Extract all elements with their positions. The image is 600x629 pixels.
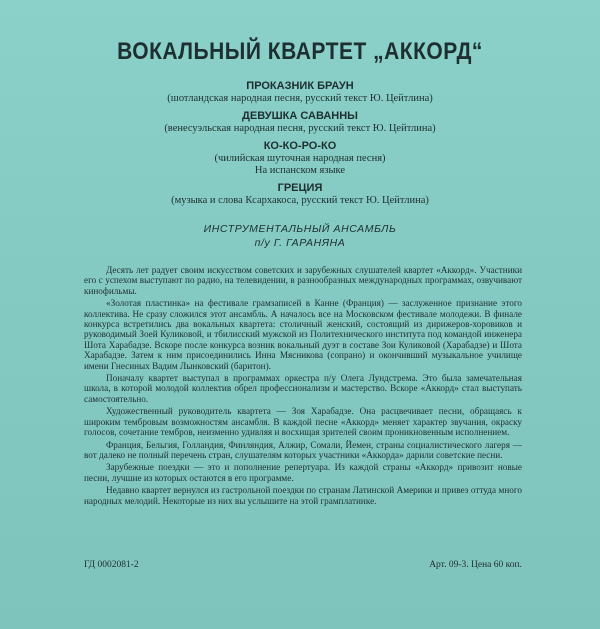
liner-paragraph: Десять лет радует своим искусством советских и зарубежных слушателей квартет «Аккорд». Участники его с успехом выступают по радио, на телевидении, в разнообразных международных программах, озвучивают кинофильмы. xyxy=(84,265,522,296)
track-item xyxy=(0,140,600,177)
price-label: Арт. 09-3. Цена 60 коп. xyxy=(429,560,522,570)
track-note: (шотландская народная песня, русский текст Ю. Цейтлина) xyxy=(167,93,433,104)
liner-paragraph: Художественный руководитель квартета — Зоя Харабадзе. Она расцвечивает песни, обращаясь к широким тембровым возможностям ансамбля. В каждой песне «Аккорд» меняет характер звучания, окраску голосов, сочетание тембров, неизменно удивляя и восхищая зрителей своим проникновенным исполнением. xyxy=(84,406,522,438)
track-item xyxy=(0,182,600,207)
catalog-number: ГД 0002081-2 xyxy=(84,560,139,570)
liner-paragraph: Недавно квартет вернулся из гастрольной поездки по странам Латинской Америки и привез оттуда много народных мелодий. Некоторые из них вы услышите на этой грамплатинке. xyxy=(84,485,522,506)
footer xyxy=(84,560,522,570)
track-title: ДЕВУШКА САВАННЫ xyxy=(242,110,358,122)
track-item xyxy=(0,110,600,135)
liner-paragraph: Франция, Бельгия, Голландия, Финляндия, Алжир, Сомали, Йемен, страны социалистического лагеря — вот далеко не полный перечень стран, слушателям которых участники «Аккорда» дарили советские песни. xyxy=(84,439,522,460)
track-item xyxy=(0,80,600,105)
liner-paragraph: Поначалу квартет выступал в программах оркестра п/у Олега Лундстрема. Это была замечательная школа, в которой молодой коллектив обрел профессионализм и мастерство. Вскоре «Аккорд» стал выступать самостоятельно. xyxy=(84,373,522,404)
track-list xyxy=(0,80,600,212)
track-language-note: На испанском языке xyxy=(254,165,346,176)
track-note: (музыка и слова Ксархакоса, русский текст Ю. Цейтлина) xyxy=(171,195,429,206)
ensemble-credit xyxy=(0,222,600,250)
liner-notes xyxy=(84,265,522,508)
track-title: КО-КО-РО-КО xyxy=(263,140,337,152)
track-title: ГРЕЦИЯ xyxy=(277,182,323,194)
liner-paragraph: Зарубежные поездки — это и пополнение репертуара. Из каждой страны «Аккорд» привозит новые песни, лучшие из которых остаются в его программе. xyxy=(84,462,522,483)
ensemble-name: ИНСТРУМЕНТАЛЬНЫЙ АНСАМБЛЬ xyxy=(203,223,397,235)
ensemble-conductor: п/у Г. ГАРАНЯНА xyxy=(254,237,346,249)
album-title: ВОКАЛЬНЫЙ КВАРТЕТ „АККОРД“ xyxy=(117,38,483,65)
track-note: (чилийская шуточная народная песня) xyxy=(214,153,386,164)
track-note: (венесуэльская народная песня, русский текст Ю. Цейтлина) xyxy=(164,123,436,134)
liner-paragraph: «Золотая пластинка» на фестивале грамзаписей в Канне (Франция) — заслуженное признание этого коллектива. Не сразу сложился этот ансамбль. А началось все на Московском фестивале молодежи. В финале конкурса встретились два вокальных квартета: столичный женский, состоящий из дирижеров-хоровиков и руководимый Зоей Куликовой, и тбилисский мужской из Политехнического института под командой инженера Шота Харабадзе. Вскоре после конкурса возник вокальный дуэт в составе Зои Куликовой (Харабадзе) и Шота Харабадзе. Затем к ним присоединились Инна Мясникова (сопрано) и окончивший музыкальное училище имени Гнесиных Вадим Лынковский (баритон). xyxy=(84,298,522,371)
track-title: ПРОКАЗНИК БРАУН xyxy=(246,80,354,92)
